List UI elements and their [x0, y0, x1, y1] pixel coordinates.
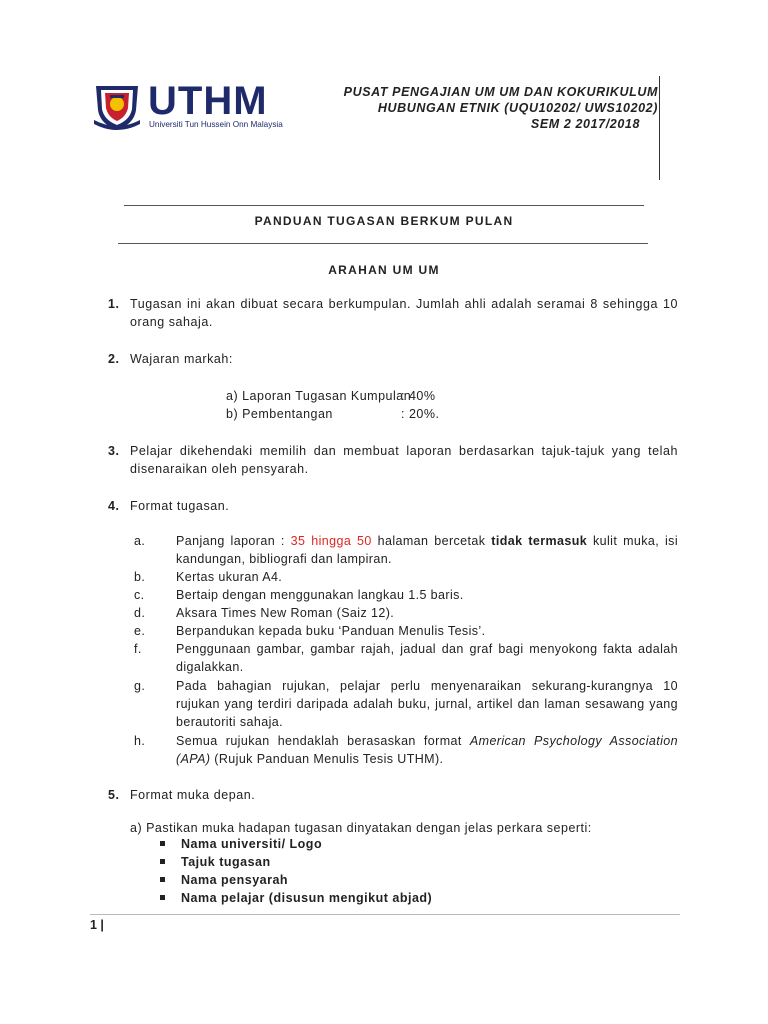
format-item-b: b. Kertas ukuran A4. — [134, 570, 283, 584]
weight-label-a: a) Laporan Tugasan Kumpulan — [226, 389, 412, 403]
instruction-item-4 — [108, 497, 678, 515]
list-item: Tajuk tugasan — [160, 853, 432, 871]
format-item-h: h. Semua rujukan hendaklah berasaskan format American Psychology Association (APA) (Rujuk Panduan Menulis Tesis UTHM). — [134, 734, 678, 766]
apa-format: American Psychology Association (APA) — [176, 734, 678, 766]
format-item-g: g. Pada bahagian rujukan, pelajar perlu menyenaraikan sekurang-kurangnya 10 rujukan yang terdiri daripada adalah buku, jurnal, artikel dan laman sesawang yang berautoriti sahaja. — [134, 679, 678, 729]
format-item-c: c. Bertaip dengan menggunakan langkau 1.5 baris. — [134, 588, 464, 602]
instruction-item-2 — [108, 350, 678, 368]
list-item: Nama pelajar (disusun mengikut abjad) — [160, 889, 432, 907]
item-number: 2. — [108, 352, 120, 366]
weight-value-b: : 20%. — [401, 407, 440, 421]
weight-value-a: : 40% — [401, 389, 436, 403]
document-title: PANDUAN TUGASAN BERKUM PULAN — [254, 214, 514, 228]
header-line-1: PUSAT PENGAJIAN UM UM DAN KOKURIKULUM — [343, 85, 658, 99]
header-line-2: HUBUNGAN ETNIK (UQU10202/ UWS10202) — [377, 101, 658, 115]
title-rule-top — [124, 205, 644, 206]
front-page-bullets — [160, 835, 432, 907]
format-item-a: a. Panjang laporan : 35 hingga 50 halaman bercetak tidak termasuk kulit muka, isi kandungan, bibliografi dan lampiran. — [134, 534, 679, 566]
item-number: 1. — [108, 297, 120, 311]
instruction-item-3 — [108, 442, 678, 478]
list-item: Nama universiti/ Logo — [160, 835, 432, 853]
format-item-d: d. Aksara Times New Roman (Saiz 12). — [134, 606, 395, 620]
header-vertical-rule — [659, 76, 660, 180]
item-text: Tugasan ini akan dibuat secara berkumpulan. Jumlah ahli adalah seramai 8 sehingga 10 orang sahaja. — [130, 297, 678, 329]
instruction-item-5 — [108, 786, 678, 804]
section-title: ARAHAN UM UM — [328, 263, 440, 277]
course-header — [344, 84, 658, 132]
header-line-3: SEM 2 2017/2018 — [530, 117, 640, 131]
page-number: 1 | — [90, 918, 104, 932]
crest-icon — [94, 86, 140, 130]
item-text: Pelajar dikehendaki memilih dan membuat laporan berdasarkan tajuk-tajuk yang telah disenaraikan oleh pensyarah. — [130, 444, 678, 476]
format-item-e: e. Berpandukan kepada buku ‘Panduan Menulis Tesis’. — [134, 624, 486, 638]
page-range: 35 hingga 50 — [290, 534, 372, 548]
bullet-icon — [160, 859, 165, 864]
format-item-f: f. Penggunaan gambar, gambar rajah, jadual dan graf bagi menyokong fakta adalah digalakkan. — [134, 642, 678, 674]
uthm-logo — [92, 80, 296, 132]
list-item: Nama pensyarah — [160, 871, 432, 889]
bullet-icon — [160, 895, 165, 900]
logo-tagline: Universiti Tun Hussein Onn Malaysia — [149, 120, 283, 129]
logo-wordmark: UTHM — [148, 80, 268, 123]
item-text: Wajaran markah: — [130, 352, 233, 366]
item-number: 5. — [108, 788, 120, 802]
bullet-icon — [160, 877, 165, 882]
item-text: Format muka depan. — [130, 788, 256, 802]
footer-rule — [90, 914, 680, 915]
front-page-intro: a) Pastikan muka hadapan tugasan dinyatakan dengan jelas perkara seperti: — [130, 821, 592, 835]
item-number: 4. — [108, 499, 120, 513]
weight-label-b: b) Pembentangan — [226, 407, 333, 421]
instruction-item-1 — [108, 295, 678, 331]
bullet-icon — [160, 841, 165, 846]
item-text: Format tugasan. — [130, 499, 230, 513]
item-number: 3. — [108, 444, 120, 458]
title-rule-bottom — [118, 243, 648, 244]
